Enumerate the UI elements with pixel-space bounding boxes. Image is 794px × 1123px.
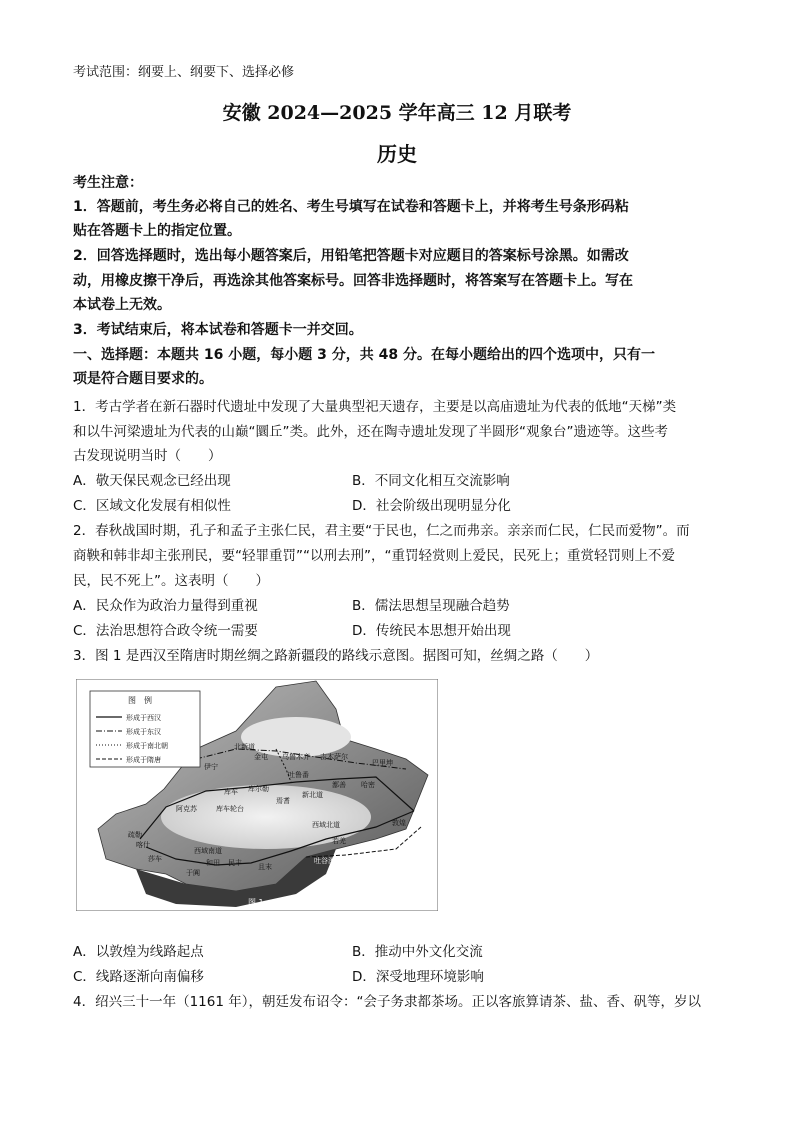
q3-option-c: C．线路逐渐向南偏移	[73, 969, 204, 985]
exam-scope: 考试范围：纲要上、纲要下、选择必修	[73, 65, 295, 80]
legend-item: 形成于南北朝	[126, 742, 168, 750]
section-heading-cont: 项是符合题目要求的。	[73, 371, 213, 387]
place-label: 民丰	[228, 859, 242, 867]
q4-stem: 4．绍兴三十一年（1161 年），朝廷发布诏令：“会子务隶都茶场。正以客旅算请茶、盐、香、矾等，岁以	[73, 994, 701, 1010]
place-label: 库车	[224, 788, 238, 796]
legend-item: 形成于西汉	[126, 714, 161, 722]
notice-line: 动，用橡皮擦干净后，再选涂其他答案标号。回答非选择题时，将答案写在答题卡上。写在	[73, 273, 633, 289]
place-label: 吐谷浑道	[314, 857, 342, 865]
q1-option-c: C．区域文化发展有相似性	[73, 498, 231, 514]
q1-stem: 和以牛河梁遗址为代表的山巅“圜丘”类。此外，还在陶寺遗址发现了半圆形“观象台”遗迹等。这些考	[73, 424, 668, 440]
q1-option-d: D．社会阶级出现明显分化	[352, 498, 511, 514]
place-label: 鄯善	[332, 781, 346, 789]
place-label: 库尔勒	[248, 785, 269, 793]
place-label: 疏勒	[128, 831, 142, 839]
place-label: 且末	[258, 863, 272, 871]
place-label: 金屯	[254, 753, 268, 761]
place-label: 西域北道	[312, 821, 340, 829]
legend-item: 形成于隋唐	[126, 756, 161, 764]
q2-option-a: A．民众作为政治力量得到重视	[73, 598, 258, 614]
q2-option-c: C．法治思想符合政令统一需要	[73, 623, 258, 639]
place-label: 敦煌	[392, 819, 406, 827]
map-caption: 图 1	[248, 898, 264, 907]
place-label: 北新道	[234, 743, 255, 751]
place-label: 阿克苏	[176, 805, 197, 813]
q1-stem: 1．考古学者在新石器时代遗址中发现了大量典型祀天遗存，主要是以高庙遗址为代表的低地“天梯”类	[73, 399, 677, 415]
q3-option-b: B．推动中外文化交流	[352, 944, 483, 960]
place-label: 巴里坤	[372, 759, 393, 767]
place-label: 库车轮台	[216, 805, 244, 813]
q2-stem: 2．春秋战国时期，孔子和孟子主张仁民，君主要“于民也，仁之而弗亲。亲亲而仁民，仁民而爱物”。而	[73, 523, 690, 539]
q2-stem: 商鞅和韩非却主张刑民，要“轻罪重罚”“以刑去刑”，“重罚轻赏则上爱民，民死上；重赏轻罚则上不爱	[73, 548, 675, 564]
legend-title: 图 例	[128, 696, 152, 705]
notice-line: 2．回答选择题时，选出每小题答案后，用铅笔把答题卡对应题目的答案标号涂黑。如需改	[73, 248, 629, 264]
notice-line: 1．答题前，考生务必将自己的姓名、考生号填写在试卷和答题卡上，并将考生号条形码粘	[73, 199, 629, 215]
exam-title: 安徽 2024—2025 学年高三 12 月联考	[222, 102, 572, 124]
q1-option-b: B．不同文化相互交流影响	[352, 473, 510, 489]
place-label: 伊宁	[204, 763, 218, 771]
notice-line: 3．考试结束后，将本试卷和答题卡一并交回。	[73, 322, 363, 338]
q3-option-d: D．深受地理环境影响	[352, 969, 484, 985]
q1-stem: 古发现说明当时（ ）	[73, 448, 222, 464]
notice-heading: 考生注意：	[73, 175, 143, 191]
section-heading: 一、选择题：本题共 16 小题，每小题 3 分，共 48 分。在每小题给出的四个选项中，只有一	[73, 347, 655, 363]
place-label: 焉耆	[276, 797, 290, 805]
silk-road-map	[76, 679, 438, 911]
q3-stem: 3．图 1 是西汉至隋唐时期丝绸之路新疆段的路线示意图。据图可知，丝绸之路（ ）	[73, 648, 599, 664]
place-label: 哈密	[361, 781, 375, 789]
place-label: 莎车	[148, 855, 162, 863]
notice-line: 本试卷上无效。	[73, 297, 171, 313]
q2-stem: 民，民不死上”。这表明（ ）	[73, 573, 269, 589]
place-label: 乌鲁木齐	[282, 753, 310, 761]
dzungaria-basin	[241, 717, 351, 757]
place-label: 吐鲁番	[288, 771, 309, 779]
q3-option-a: A．以敦煌为线路起点	[73, 944, 204, 960]
place-label: 新北道	[302, 791, 323, 799]
q1-option-a: A．敬天保民观念已经出现	[73, 473, 231, 489]
legend-item: 形成于东汉	[126, 728, 161, 736]
place-label: 于阗	[186, 869, 200, 877]
subject-title: 历史	[377, 142, 417, 166]
place-label: 喀什	[136, 841, 150, 849]
place-label: 西域南道	[194, 847, 222, 855]
notice-line: 贴在答题卡上的指定位置。	[73, 223, 241, 239]
q2-option-d: D．传统民本思想开始出现	[352, 623, 511, 639]
q2-option-b: B．儒法思想呈现融合趋势	[352, 598, 510, 614]
place-label: 吉木萨尔	[320, 753, 348, 761]
place-label: 和田	[206, 859, 220, 867]
place-label: 若羌	[332, 837, 346, 845]
